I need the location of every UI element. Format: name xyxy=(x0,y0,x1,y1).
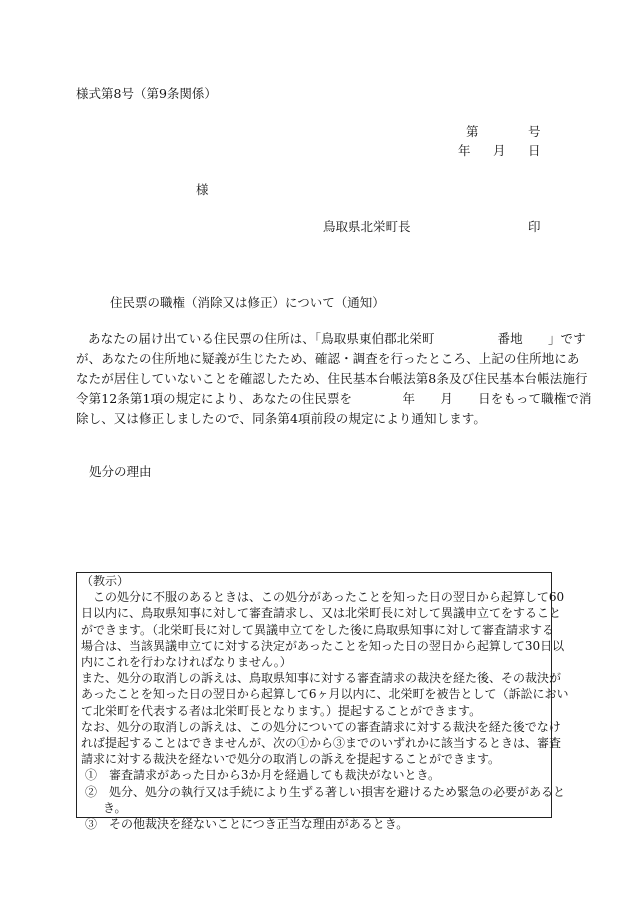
notice-line: 日以内に、鳥取県知事に対して審査請求し、又は北栄町長に対して異議申立てをすること xyxy=(81,606,562,621)
issuer-name: 鳥取県北栄町長 xyxy=(323,219,411,234)
notice-line: 請求に対する裁決を経ないで処分の取消しの訴えを提起することができます。 xyxy=(81,752,501,767)
date-month: 月 xyxy=(493,143,506,158)
notice-line: ができます。（北栄町長に対して異議申立てをした後に鳥取県知事に対して審査請求する xyxy=(81,622,555,637)
document-number-dai: 第 xyxy=(466,124,479,139)
notice-line: れば提起することはできませんが、次の①から③までのいずれかに該当するときは、審査 xyxy=(81,736,562,751)
notice-line: 内にこれを行わなければなりません。） xyxy=(81,655,292,670)
document-subject: 住民票の職権（消除又は修正）について（通知） xyxy=(110,295,385,310)
body-line: 除し、又は修正しましたので、同条第4項前段の規定により通知します。 xyxy=(76,411,487,426)
notice-line: ③ その他裁決を経ないことにつき正当な理由があるとき。 xyxy=(85,817,409,832)
document-number-go: 号 xyxy=(528,124,541,139)
appeal-notice-box xyxy=(76,572,569,832)
body-line: 令第12条第1項の規定により、あなたの住民票を 年 月 日をもって職権で消 xyxy=(76,391,592,406)
reason-label: 処分の理由 xyxy=(89,464,152,479)
notification-body xyxy=(76,329,592,429)
body-line: あなたの届け出ている住民票の住所は、「鳥取県東伯郡北栄町 番地 」です xyxy=(88,331,586,346)
seal-mark: 印 xyxy=(528,219,541,234)
notice-line: て北栄町を代表する者は北栄町長となります。）提起することができます。 xyxy=(81,703,482,718)
notice-heading: （教示） xyxy=(81,574,130,588)
body-line: なたが居住していないことを確認したため、住民基本台帳法第8条及び住民基本台帳法施行 xyxy=(76,371,588,386)
notice-line: また、処分の取消しの訴えは、鳥取県知事に対する審査請求の裁決を経た後、その裁決が xyxy=(81,671,562,686)
date-year: 年 xyxy=(458,143,471,158)
notice-line: なお、処分の取消しの訴えは、この処分についての審査請求に対する裁決を経た後でなけ xyxy=(81,719,561,734)
notice-line: き。 xyxy=(103,800,127,815)
addressee-honorific: 様 xyxy=(196,182,209,197)
notice-lines xyxy=(81,589,569,832)
body-line: が、あなたの住所地に疑義が生じたため、確認・調査を行ったところ、上記の住所地にあ xyxy=(76,351,580,366)
notice-line: 場合は、当該異議申立てに対する決定があったことを知った日の翌日から起算して30日以 xyxy=(81,638,565,653)
notice-line: この処分に不服のあるときは、この処分があったことを知った日の翌日から起算して60 xyxy=(93,590,565,605)
date-day: 日 xyxy=(528,143,541,158)
notice-line: ② 処分、処分の執行又は手続により生ずる著しい損害を避けるため緊急の必要があると xyxy=(85,784,566,799)
notice-line: ① 審査請求があった日から3か月を経過しても裁決がないとき。 xyxy=(85,768,441,783)
form-number: 様式第8号（第9条関係） xyxy=(76,86,217,101)
notice-line: あったことを知った日の翌日から起算して6ヶ月以内に、北栄町を被告として（訴訟におい xyxy=(81,687,569,702)
